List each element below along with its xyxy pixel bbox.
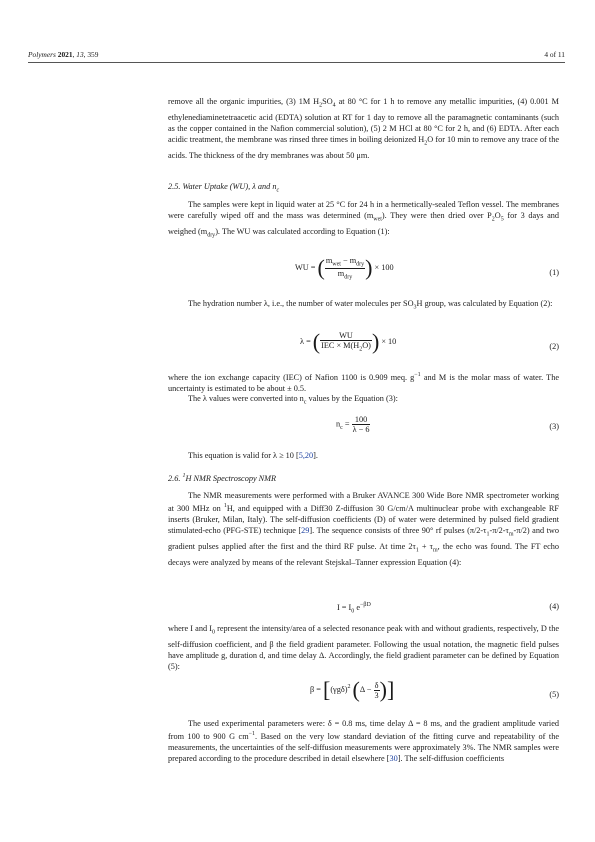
- paragraph-validity: This equation is valid for λ ≥ 10 [5,20].: [188, 451, 318, 460]
- citation-link[interactable]: 29: [301, 526, 310, 536]
- journal-name: Polymers: [28, 50, 56, 59]
- equation-3: $n_c$ = $\frac{100}{\lambda - 6}$: [336, 415, 370, 434]
- journal-volume: 13: [76, 50, 84, 59]
- equation-2-number: (2): [549, 342, 559, 351]
- paragraph-ion-exchange: where the ion exchange capacity (IEC) of Nafion 1100 is 0.909 meq. $g^{-1}$ and M is the molar mass of water. The uncertainty is estimated to be about ± 0.5.: [168, 372, 559, 393]
- citation-link[interactable]: 30: [389, 754, 398, 764]
- paragraph-purification: remove all the organic impurities, (3) 1M $H_2SO_4$ at 80 °C for 1 h to remove any metallic impurities, (4) 0.001 M ethylenediaminetetraacetic acid (EDTA) solution at RT for 1 day to remove all the paramagnetic contaminants (such as the copper contained in the Nafion commercial solution), (5) 2 M HCl at 80 °C for 2 h, and (6) EDTA. After each acidic treatment, the membrane was rinsed three times in boiling deionized $H_2O$ for 10 min to remove any trace of the acids. The thickness of the dry membranes was about 50 μm.: [168, 97, 559, 160]
- equation-2: λ = ( $\frac{WU}{IEC \times M(H_2O)}$ ) × 10: [300, 329, 397, 354]
- equation-5: $\beta = [(\gamma g\delta)^2$ (Δ − $\frac{\delta}{3}$ )]: [310, 677, 395, 702]
- section-heading-2-5: 2.5. Water Uptake (WU), λ and $n_c$: [168, 182, 280, 194]
- section-heading-2-6: 2.6. $^1$H NMR Spectroscopy NMR: [168, 473, 277, 483]
- header-rule: [28, 62, 565, 63]
- paragraph-water-uptake: The samples were kept in liquid water at 25 °C for 24 h in a hermetically-sealed Teflon vessel. The membranes were carefully wiped off and the mass was determined $(m_{wet})$. They were then dried over $P_2O_5$ for 3 days and weighed $(m_{dry})$. The WU was calculated according to Equation (1):: [168, 200, 559, 239]
- citation-link[interactable]: 5,20: [298, 451, 314, 460]
- article-number: 359: [87, 50, 99, 59]
- paragraph-hydration-number: The hydration number λ, i.e., the number of water molecules per $SO_3H$ group, was calculated by Equation (2):: [188, 299, 553, 311]
- paragraph-conversion: The λ values were converted into $n_c$ values by the Equation (3):: [188, 394, 398, 406]
- paragraph-stejskal-tanner: where I and $I_0$ represent the intensity/area of a selected resonance peak with and without gradients, respectively, D the self-diffusion coefficient, and β the field gradient parameter. Following the usual notation, the magnetic field pulses have amplitude g, duration d, and time delay Δ. Accordingly, the field gradient parameter can be defined by Equation (5):: [168, 624, 559, 671]
- equation-4-number: (4): [549, 602, 559, 611]
- equation-1: WU = ( $\frac{m_{wet} - m_{dry}}{m_{dry}}$ ) × 100: [295, 255, 394, 281]
- running-header-citation: Polymers 2021, 13, 359: [28, 50, 99, 59]
- journal-year: 2021: [57, 50, 73, 59]
- paragraph-nmr-measurements: The NMR measurements were performed with a Bruker AVANCE 300 Wide Bore NMR spectrometer working at 300 MHz on $^1$H, and equipped with a Diff30 Z-diffusion 30 G/cm/A multinuclear probe with exchangeable RF inserts (Bruker, Milan, Italy). The self-diffusion coefficients (D) of water were determined by pulsed field gradient stimulated-echo (PFG-STE) technique [29]. The sequence consists of three 90° rf pulses $(\pi/2-\tau_1-\pi/2-\tau_m-\pi/2)$ and two gradient pulses applied after the first and the third RF pulse. At time $2\tau_1 + \tau_m$, the echo was found. The FT echo decays were analyzed by means of the relevant Stejskal–Tanner expression Equation (4):: [168, 491, 559, 567]
- page-number: 4 of 11: [544, 50, 565, 59]
- equation-4: $I = I_0$ $e^{-\beta D}$: [337, 602, 371, 615]
- equation-3-number: (3): [549, 422, 559, 431]
- equation-1-number: (1): [549, 268, 559, 277]
- equation-5-number: (5): [549, 690, 559, 699]
- paragraph-experimental-parameters: The used experimental parameters were: δ = 0.8 ms, time delay Δ = 8 ms, and the gradient amplitude varied from 100 to 900 G $cm^{-1}$. Based on the very low standard deviation of the fitting curve and repeatability of the measurements, the uncertainties of the self-diffusion measurements were approximately 3%. The NMR samples were prepared according to the procedure described in detail elsewhere [30]. The self-diffusion coefficients: [168, 719, 559, 764]
